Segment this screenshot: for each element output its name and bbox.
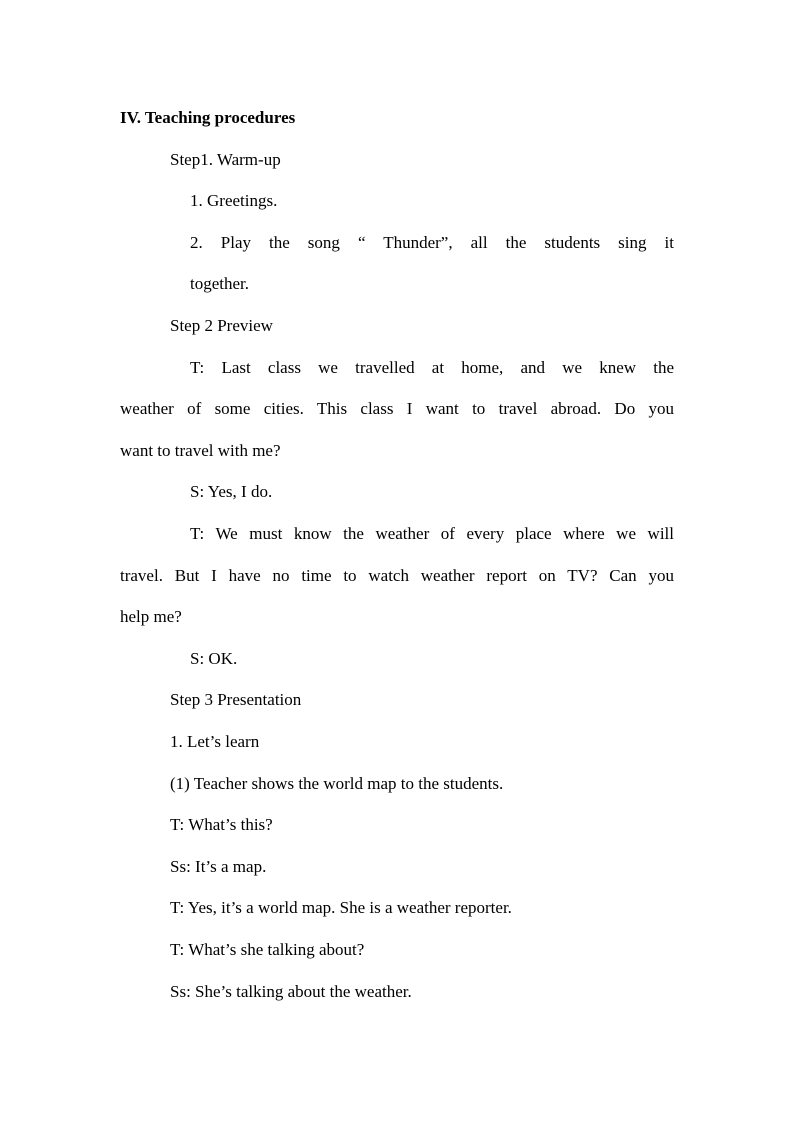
step3-title: Step 3 Presentation xyxy=(170,690,302,709)
step3-students-answer: Ss: It’s a map. xyxy=(170,857,267,876)
step1-item-song-line2: together. xyxy=(190,274,250,293)
step1-title: Step1. Warm-up xyxy=(170,150,281,169)
step3-map-instruction: (1) Teacher shows the world map to the students. xyxy=(170,774,504,793)
step2-title: Step 2 Preview xyxy=(170,316,273,335)
step3-sub-lets-learn: 1. Let’s learn xyxy=(170,732,260,751)
step2-teacher-line3: want to travel with me? xyxy=(120,441,281,460)
step2-teacher2-line3: help me? xyxy=(120,607,182,626)
step3-teacher-question: T: What’s this? xyxy=(170,815,273,834)
step3-students-weather: Ss: She’s talking about the weather. xyxy=(170,982,412,1001)
step2-teacher2-line2: travel. But I have no time to watch weather report on TV? Can you xyxy=(120,566,674,585)
step2-student-reply: S: Yes, I do. xyxy=(190,482,273,501)
step3-teacher-talking: T: What’s she talking about? xyxy=(170,940,365,959)
step2-teacher-line1: T: Last class we travelled at home, and we knew the xyxy=(190,358,674,377)
step2-student-ok: S: OK. xyxy=(190,649,238,668)
step2-teacher2-line1: T: We must know the weather of every place where we will xyxy=(190,524,674,543)
step2-teacher-line2: weather of some cities. This class I want to travel abroad. Do you xyxy=(120,399,674,418)
step3-teacher-world-map: T: Yes, it’s a world map. She is a weather reporter. xyxy=(170,898,512,917)
step1-item-greetings: 1. Greetings. xyxy=(190,191,278,210)
step1-item-song-line1: 2. Play the song “ Thunder”, all the students sing it xyxy=(190,233,674,252)
section-heading: IV. Teaching procedures xyxy=(120,108,296,127)
